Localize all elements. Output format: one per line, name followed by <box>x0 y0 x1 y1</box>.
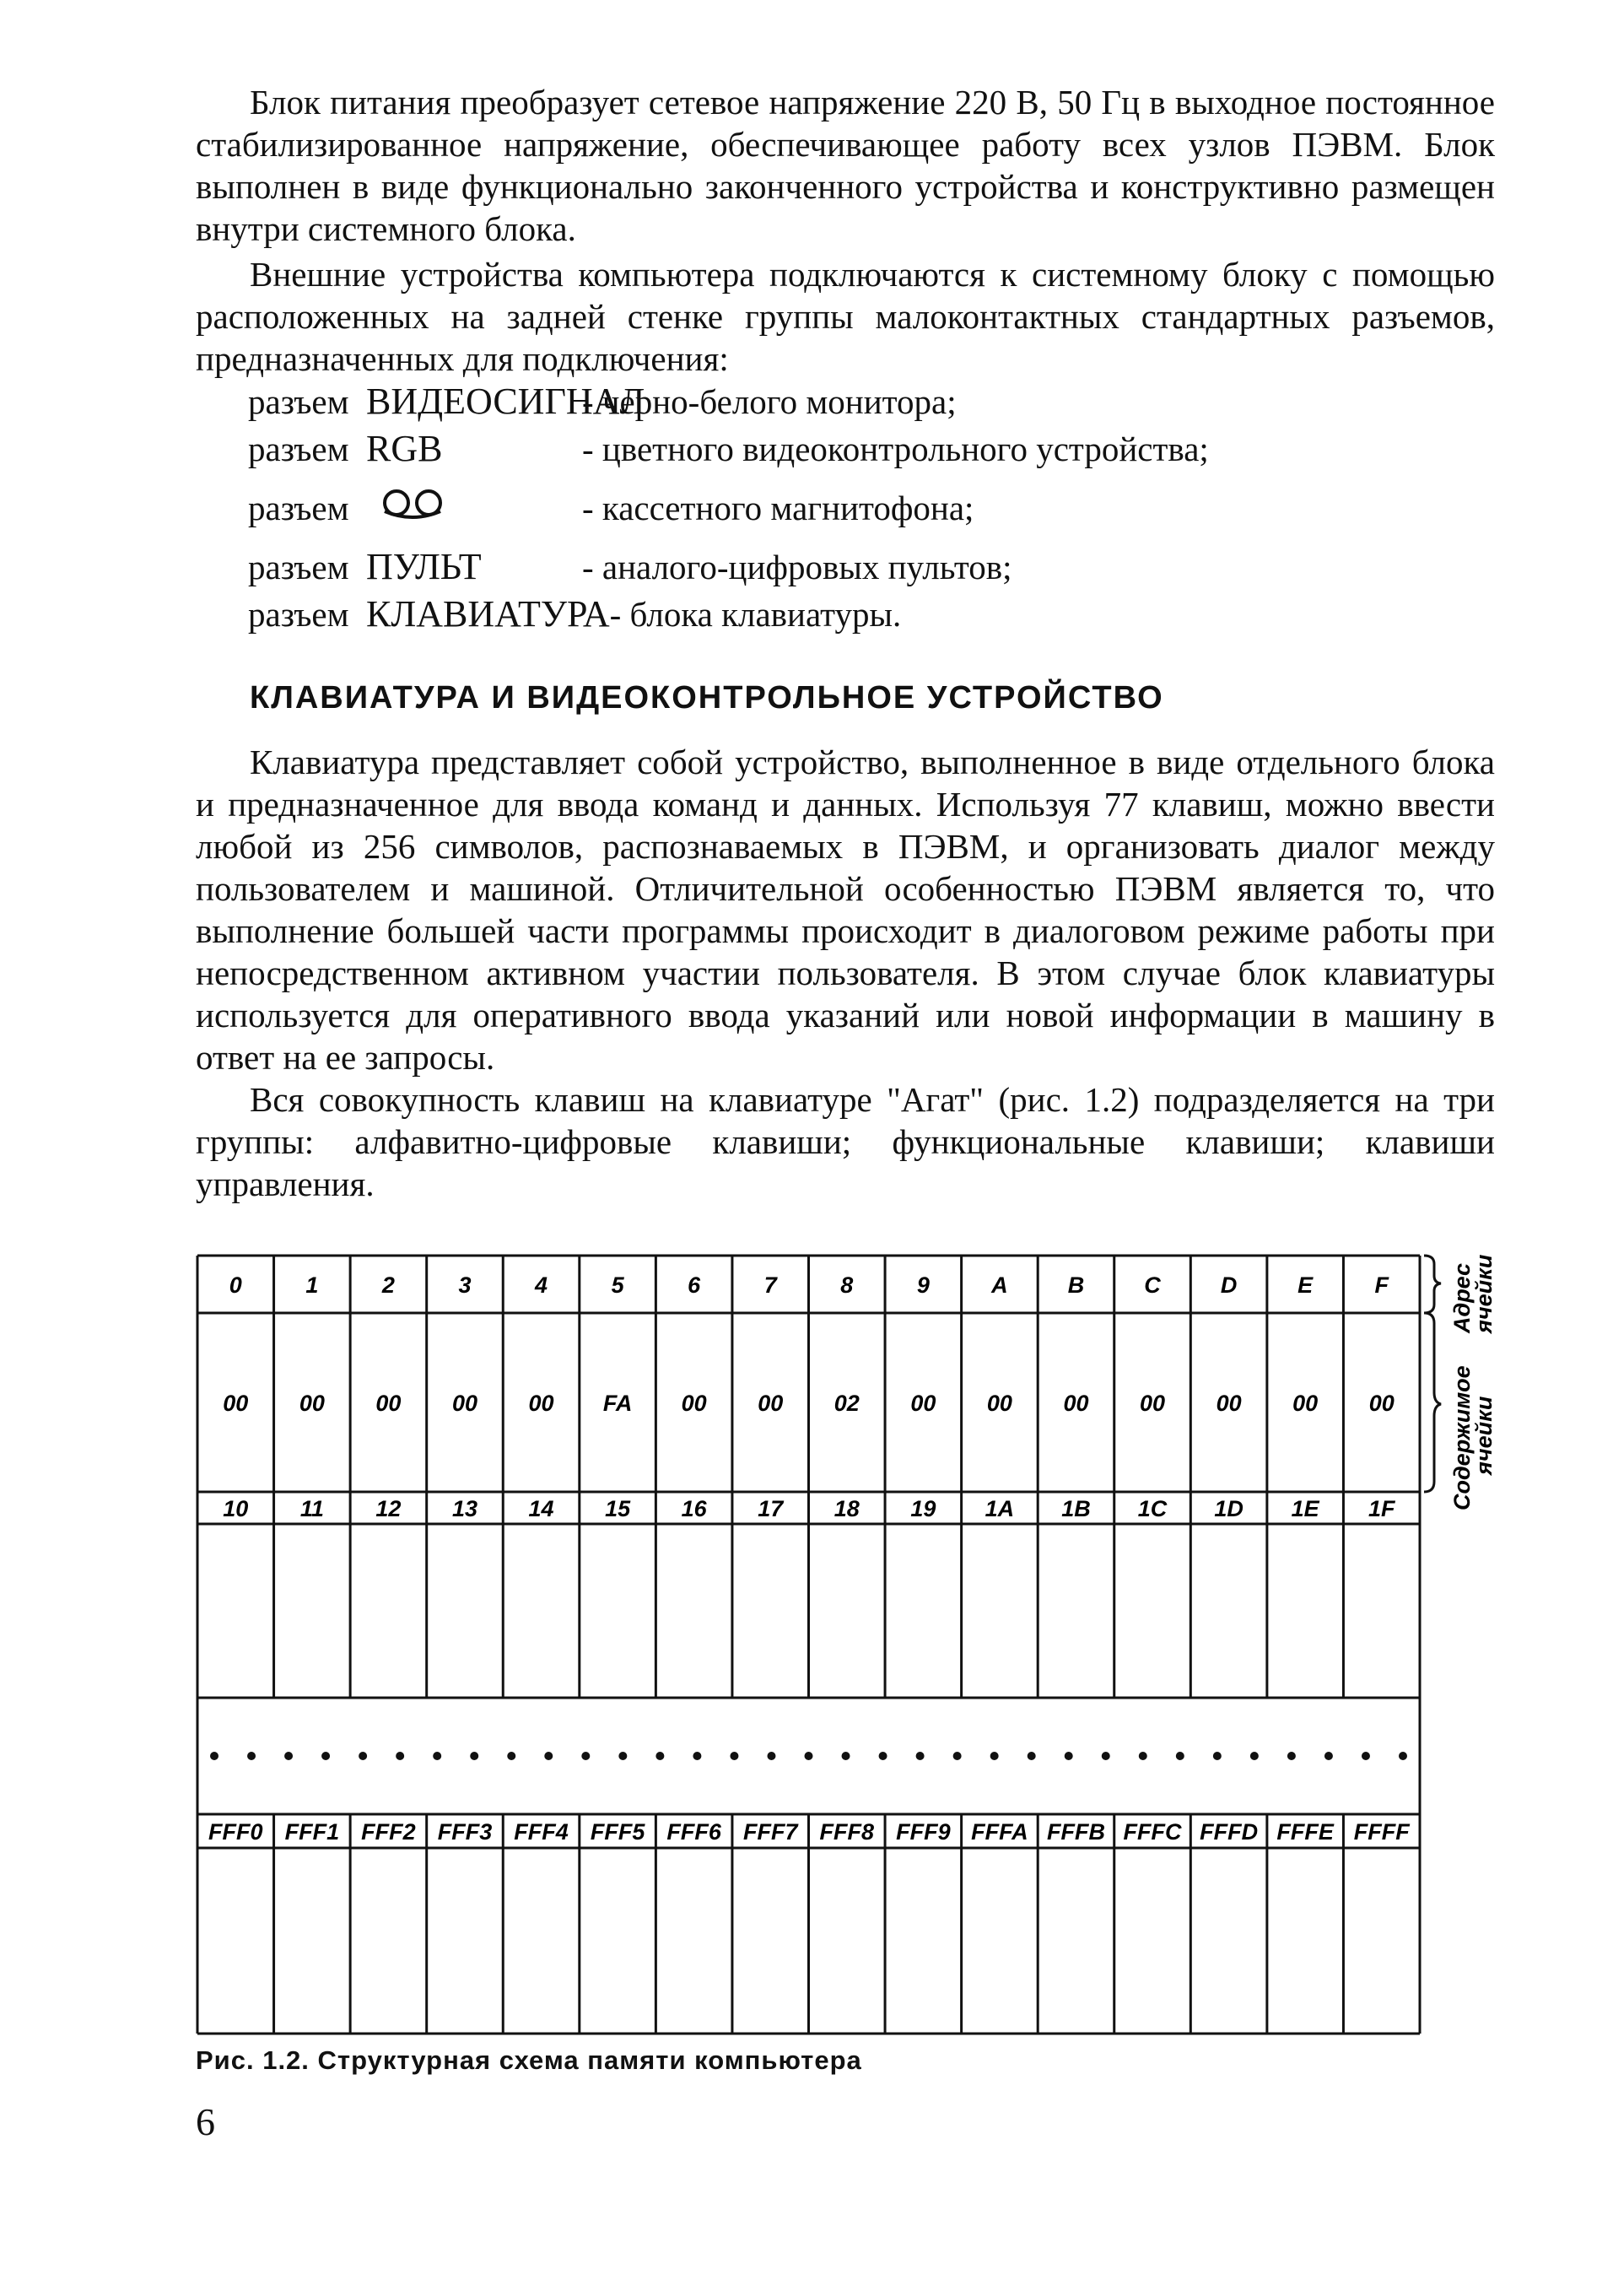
address-cell: A <box>991 1272 1008 1298</box>
address-cell: 19 <box>910 1496 936 1521</box>
address-cell: FFFF <box>1353 1819 1410 1845</box>
content-cell: 00 <box>223 1391 249 1416</box>
ellipsis-dot <box>1176 1752 1184 1760</box>
content-cell: 00 <box>910 1391 936 1416</box>
ellipsis-dot <box>396 1752 404 1760</box>
content-cell: 00 <box>1292 1391 1319 1416</box>
ellipsis-dot <box>1362 1752 1370 1760</box>
ellipsis-dot <box>879 1752 887 1760</box>
ellipsis-dot <box>581 1752 590 1760</box>
ellipsis-dot <box>1028 1752 1036 1760</box>
ellipsis-dot <box>321 1752 330 1760</box>
ellipsis-dot <box>544 1752 553 1760</box>
address-cell: FFF0 <box>208 1819 263 1845</box>
ellipsis-dot <box>655 1752 664 1760</box>
content-label-line2: ячейки <box>1471 1396 1497 1475</box>
address-cell: FFF5 <box>590 1819 645 1845</box>
content-cell: 00 <box>986 1391 1012 1416</box>
address-cell: FFFB <box>1046 1819 1105 1845</box>
address-cell: 16 <box>681 1496 707 1521</box>
ellipsis-dot <box>1102 1752 1110 1760</box>
address-cell: 12 <box>375 1496 402 1521</box>
ellipsis-dot <box>730 1752 738 1760</box>
address-cell: 10 <box>223 1496 249 1521</box>
content-cell: 00 <box>1140 1391 1166 1416</box>
ellipsis-dot <box>693 1752 701 1760</box>
address-cell: FFF7 <box>742 1819 798 1845</box>
address-cell: 1 <box>305 1272 319 1298</box>
address-cell: FFF9 <box>896 1819 951 1845</box>
ellipsis-dot <box>618 1752 627 1760</box>
connector-row: разъем - кассетного магнитофона; <box>248 473 1209 543</box>
address-cell: 1D <box>1214 1496 1243 1521</box>
address-cell: 1B <box>1061 1496 1091 1521</box>
address-cell: 9 <box>916 1272 930 1298</box>
address-cell: D <box>1220 1272 1238 1298</box>
ellipsis-dot <box>507 1752 515 1760</box>
ellipsis-dot <box>1213 1752 1222 1760</box>
connector-row: разъем ВИДЕОСИГНАЛ - черно-белого монитора; <box>248 381 957 422</box>
address-cell: 4 <box>535 1272 548 1298</box>
ellipsis-dot <box>767 1752 775 1760</box>
diagram-grid <box>197 1256 1420 2034</box>
ellipsis-dot <box>953 1752 962 1760</box>
ellipsis-dot <box>842 1752 850 1760</box>
address-cell: FFF3 <box>437 1819 493 1845</box>
address-cell: 3 <box>458 1272 472 1298</box>
ellipsis-dot <box>805 1752 813 1760</box>
ellipsis-dot <box>470 1752 478 1760</box>
address-cell: 11 <box>299 1496 324 1521</box>
figure-caption: Рис. 1.2. Структурная схема памяти компьютера <box>196 2045 862 2075</box>
address-cell: 2 <box>381 1272 395 1298</box>
address-cell: 15 <box>605 1496 631 1521</box>
address-cell: 1A <box>985 1496 1015 1521</box>
ellipsis-dot <box>1139 1752 1147 1760</box>
address-cell: 0 <box>229 1272 242 1298</box>
address-cell: 17 <box>758 1496 784 1521</box>
address-cell: 13 <box>451 1496 477 1521</box>
ellipsis-dot <box>1287 1752 1296 1760</box>
content-label-line1: Содержимое <box>1449 1365 1475 1510</box>
ellipsis-dot <box>916 1752 925 1760</box>
content-cell: 02 <box>833 1391 860 1416</box>
address-cell: FFFC <box>1123 1819 1182 1845</box>
paragraph-key-groups: Вся совокупность клавиш на клавиатуре "Агат" (рис. 1.2) подразделяется на три группы: алфавитно-цифровые клавиши; функциональные клавиши; клавиши управления. <box>196 1080 1495 1203</box>
paragraph-external-devices: Внешние устройства компьютера подключаются к системному блоку с помощью расположенных на задней стенке группы малоконтактных стандартных разъемов, предназначенных для подключения: <box>196 255 1495 378</box>
address-cell: E <box>1297 1272 1314 1298</box>
ellipsis-dot <box>1399 1752 1407 1760</box>
page-number: 6 <box>196 2100 215 2143</box>
ellipsis-dot <box>433 1752 441 1760</box>
section-heading: КЛАВИАТУРА И ВИДЕОКОНТРОЛЬНОЕ УСТРОЙСТВО <box>250 680 1164 716</box>
ellipsis-dot <box>284 1752 293 1760</box>
ellipsis-dot <box>247 1752 256 1760</box>
address-cell: FFF6 <box>666 1819 721 1845</box>
address-cell: 6 <box>688 1272 701 1298</box>
content-cell: 00 <box>375 1391 402 1416</box>
address-cell: FFF8 <box>819 1819 875 1845</box>
content-cell: 00 <box>1063 1391 1089 1416</box>
content-cell: 00 <box>299 1391 325 1416</box>
address-cell: 14 <box>528 1496 554 1521</box>
ellipsis-dot <box>1324 1752 1333 1760</box>
address-cell: 18 <box>833 1496 860 1521</box>
address-cell: B <box>1067 1272 1085 1298</box>
content-cell: 00 <box>681 1391 707 1416</box>
address-cell: FFFA <box>971 1819 1028 1845</box>
address-cell: F <box>1374 1272 1389 1298</box>
content-cell: 00 <box>758 1391 784 1416</box>
address-cell: 1E <box>1291 1496 1319 1521</box>
paragraph-power-supply: Блок питания преобразует сетевое напряжение 220 В, 50 Гц в выходное постоянное стабилизированное напряжение, обеспечивающее работу всех узлов ПЭВМ. Блок выполнен в виде функционально законченного устройства и конструктивно размещен внутри системного блока. <box>196 83 1495 248</box>
ellipsis-dot <box>1065 1752 1073 1760</box>
content-cell: 00 <box>1368 1391 1395 1416</box>
address-cell: C <box>1144 1272 1161 1298</box>
address-label-line2: ячейки <box>1471 1254 1497 1333</box>
connector-row: разъем RGB - цветного видеоконтрольного устройства; <box>248 428 1209 469</box>
ellipsis-dot <box>1250 1752 1259 1760</box>
diagram-brackets <box>1424 1256 1441 1492</box>
ellipsis-dot <box>359 1752 367 1760</box>
address-cell: 8 <box>840 1272 854 1298</box>
address-cell: FFF4 <box>514 1819 569 1845</box>
connector-row: разъем КЛАВИАТУРА - блока клавиатуры. <box>248 593 902 635</box>
paragraph-keyboard: Клавиатура представляет собой устройство, выполненное в виде отдельного блока и предназначенное для ввода команд и данных. Используя 77 клавиш, можно ввести любой из 256 символов, распознаваемых в ПЭВМ, и организовать диалог между пользователем и машиной. Отличительной особенностью ПЭВМ является то, что выполнение большей части программы происходит в диалоговом режиме работы при непосредственном активном участии пользователя. В этом случае блок клавиатуры используется для оперативного ввода указаний или новой информации в машину в ответ на ее запросы. <box>196 743 1495 1077</box>
address-cell: 5 <box>611 1272 624 1298</box>
ellipsis-dot <box>210 1752 218 1760</box>
address-label-line1: Адрес <box>1449 1262 1475 1333</box>
content-cell: 00 <box>528 1391 554 1416</box>
address-cell: 1F <box>1368 1496 1395 1521</box>
content-cell: 00 <box>1216 1391 1242 1416</box>
address-cell: FFFD <box>1200 1819 1259 1845</box>
address-cell: FFFE <box>1276 1819 1334 1845</box>
content-cell: 00 <box>451 1391 477 1416</box>
content-cell: FA <box>602 1391 633 1416</box>
address-cell: 1C <box>1137 1496 1168 1521</box>
address-cell: FFF1 <box>284 1819 340 1845</box>
connector-row: разъем ПУЛЬТ - аналого-цифровых пультов; <box>248 546 1012 587</box>
ellipsis-dot <box>990 1752 999 1760</box>
address-cell: 7 <box>763 1272 777 1298</box>
address-cell: FFF2 <box>361 1819 416 1845</box>
